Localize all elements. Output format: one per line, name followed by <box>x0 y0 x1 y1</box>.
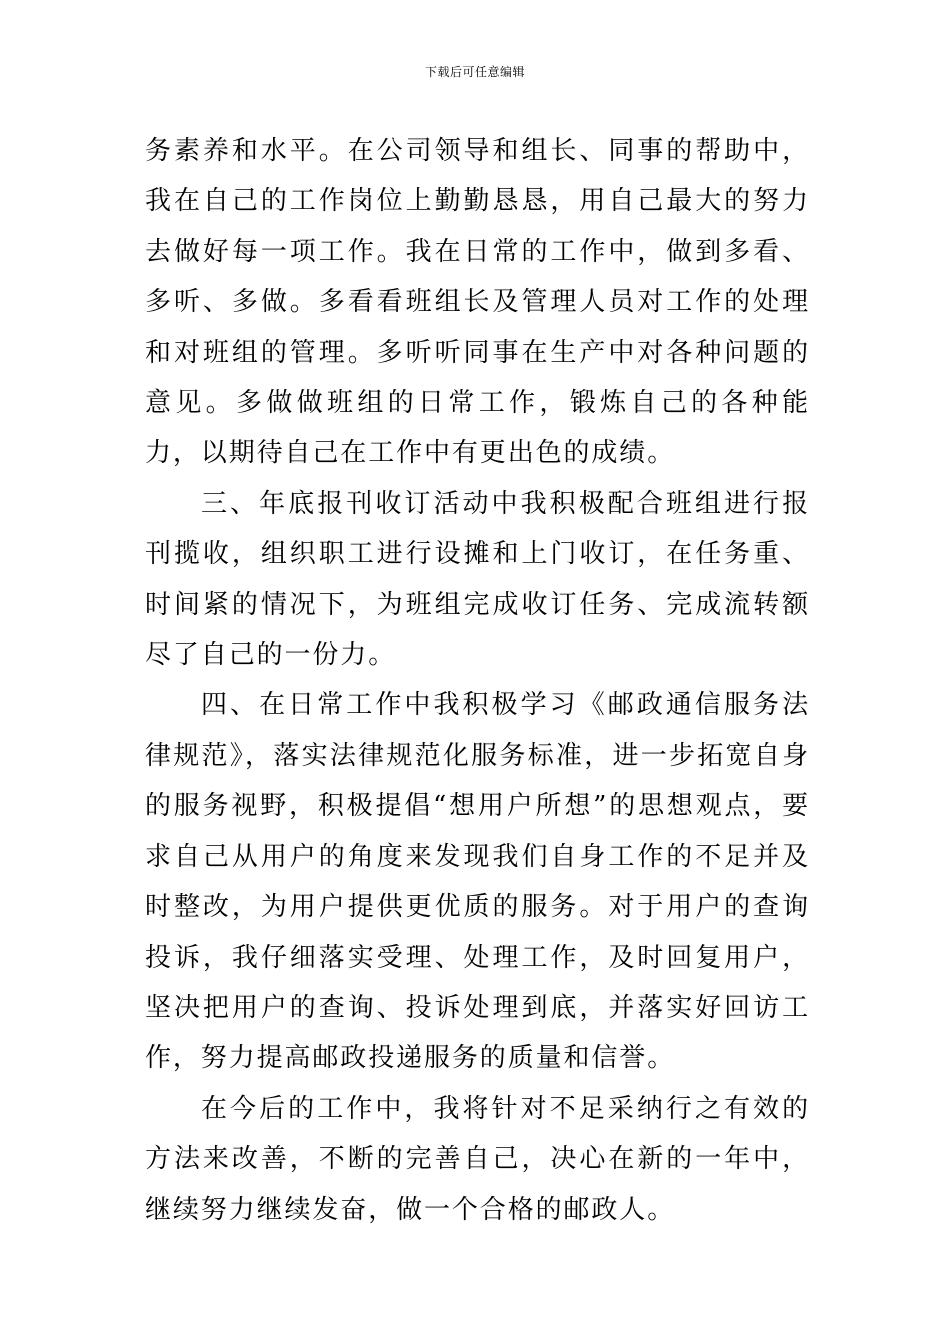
paragraph-continued: 务素养和水平。在公司领导和组长、同事的帮助中，我在自己的工作岗位上勤勤恳恳，用自己最大的努力去做好每一项工作。我在日常的工作中，做到多看、多听、多做。多看看班组长及管理人员对工作的处理和对班组的管理。多听听同事在生产中对各种问题的意见。多做做班组的日常工作，锻炼自己的各种能力，以期待自己在工作中有更出色的成绩。 <box>145 136 810 469</box>
paragraph-section-three: 三、年底报刊收订活动中我积极配合班组进行报刊揽收，组织职工进行设摊和上门收订，在任务重、时间紧的情况下，为班组完成收订任务、完成流转额尽了自己的一份力。 <box>145 488 810 671</box>
paragraph-conclusion: 在今后的工作中，我将针对不足采纳行之有效的方法来改善，不断的完善自己，决心在新的一年中，继续努力继续发奋，做一个合格的邮政人。 <box>145 1093 810 1225</box>
paragraph-section-four: 四、在日常工作中我积极学习《邮政通信服务法律规范》，落实法律规范化服务标准，进一步拓宽自身的服务视野，积极提倡“想用户所想”的思想观点，要求自己从用户的角度来发现我们自身工作的不足并及时整改，为用户提供更优质的服务。对于用户的查询投诉，我仔细落实受理、处理工作，及时回复用户，坚决把用户的查询、投诉处理到底，并落实好回访工作，努力提高邮政投递服务的质量和信誉。 <box>145 690 810 1074</box>
document-body <box>145 126 810 1235</box>
page-header: 下载后可任意编辑 <box>424 65 525 79</box>
